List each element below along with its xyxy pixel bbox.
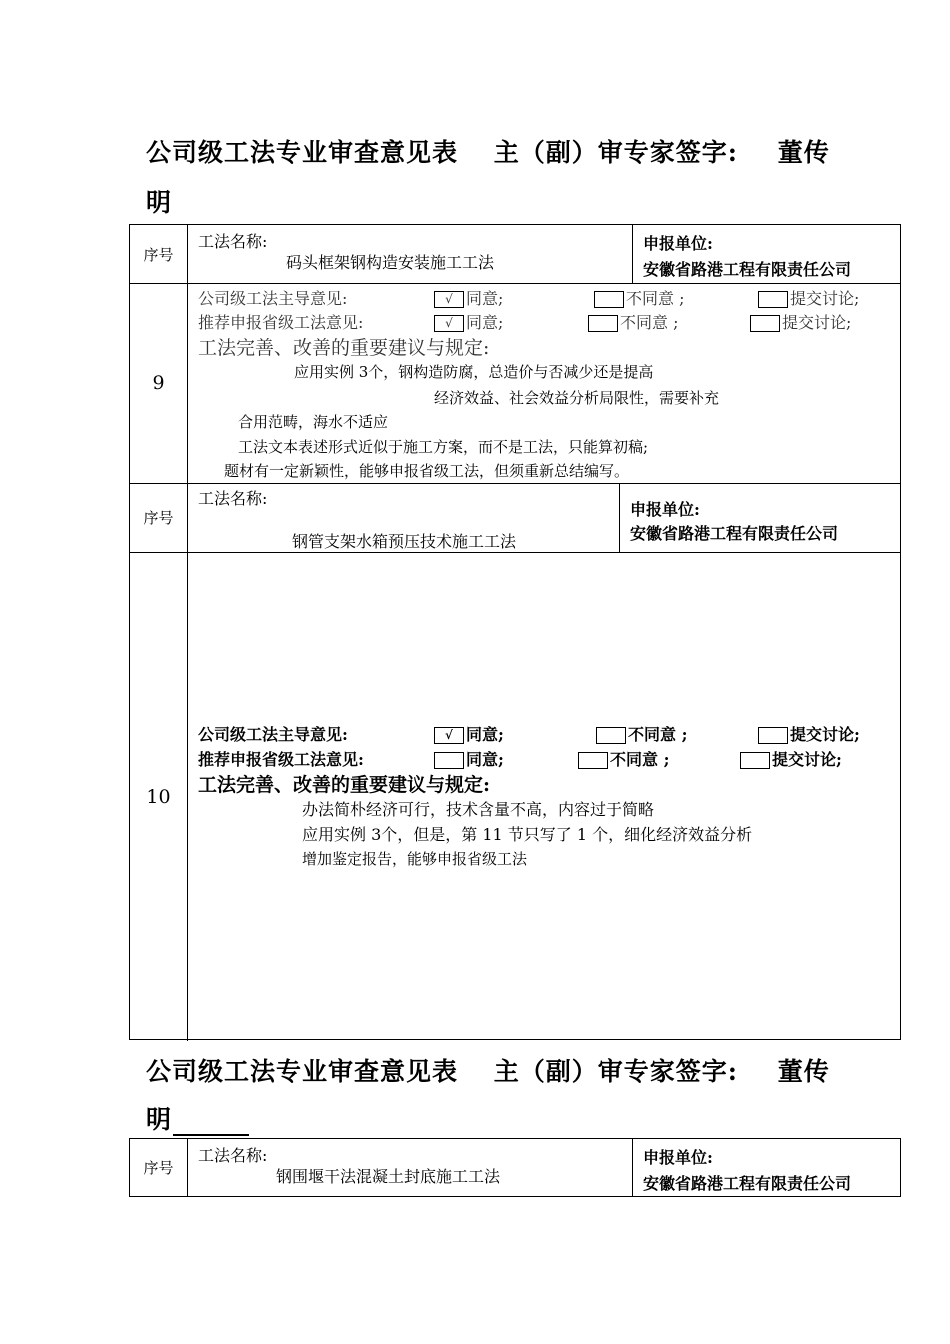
remark-line: 题材有一定新颖性，能够申报省级工法，但须重新总结编写。	[224, 462, 630, 480]
remark-line: 经济效益、社会效益分析局限性，需要补充	[434, 389, 720, 407]
method-name-label: 工法名称:	[198, 489, 268, 508]
checkbox-icon[interactable]: √	[434, 315, 464, 332]
seq-label: 序号	[130, 483, 188, 552]
method-name-label: 工法名称:	[198, 1146, 268, 1165]
checkbox-icon[interactable]	[758, 291, 788, 308]
main-opinion-label: 公司级工法主导意见:	[198, 289, 348, 308]
method-name-value: 钢管支架水箱预压技术施工工法	[292, 532, 517, 551]
remark-line: 工法文本表述形式近似于施工方案，而不是工法，只能算初稿;	[238, 438, 649, 456]
discuss-option[interactable]: 提交讨论;	[758, 286, 859, 309]
review-row-10	[130, 552, 900, 1041]
signature-name: 董传	[777, 138, 830, 167]
remark-line: 增加鉴定报告，能够申报省级工法	[302, 850, 528, 868]
suggest-label: 工法完善、改善的重要建议与规定:	[198, 774, 491, 796]
seq-number: 9	[130, 283, 188, 483]
agree-option[interactable]: √ 同意;	[434, 722, 504, 745]
unit-label: 申报单位:	[643, 1148, 713, 1167]
seq-label: 序号	[130, 1139, 188, 1196]
agree-option[interactable]: √ 同意;	[434, 286, 503, 309]
checkbox-icon[interactable]	[578, 752, 608, 769]
discuss-option[interactable]: 提交讨论;	[758, 722, 860, 745]
review-table-2	[129, 1138, 901, 1197]
table-header-row	[130, 1139, 900, 1196]
checkbox-icon[interactable]	[750, 315, 780, 332]
remark-line: 应用实例 3个，但是，第 11 节只写了 1 个，细化经济效益分析	[302, 825, 753, 844]
unit-label: 申报单位:	[630, 500, 700, 519]
unit-value: 安徽省路港工程有限责任公司	[630, 524, 839, 543]
unit-value: 安徽省路港工程有限责任公司	[643, 260, 852, 279]
unit-label: 申报单位:	[643, 234, 713, 253]
agree-option[interactable]: √ 同意;	[434, 310, 503, 333]
form-title	[146, 1052, 830, 1088]
checkbox-icon[interactable]	[434, 752, 464, 769]
signature-name-cont: 明	[146, 1100, 249, 1136]
checkbox-icon[interactable]: √	[434, 727, 464, 744]
checkbox-icon[interactable]	[758, 727, 788, 744]
recommend-label: 推荐申报省级工法意见:	[198, 750, 364, 769]
signature-name-cont: 明	[146, 188, 172, 217]
unit-value: 安徽省路港工程有限责任公司	[643, 1174, 852, 1193]
checkbox-icon[interactable]	[740, 752, 770, 769]
method-name-value: 钢围堰干法混凝土封底施工工法	[276, 1167, 501, 1186]
main-opinion-label: 公司级工法主导意见:	[198, 725, 348, 744]
table-header-row	[130, 225, 900, 284]
disagree-option[interactable]: 不同意 ;	[578, 747, 669, 770]
remark-line: 合用范畴，海水不适应	[238, 413, 389, 431]
checkbox-icon[interactable]	[588, 315, 618, 332]
signature-blank	[173, 1110, 249, 1136]
form-title-text: 公司级工法专业审查意见表	[146, 138, 459, 167]
signature-label: 主（副）审专家签字:	[493, 1057, 738, 1086]
suggest-label: 工法完善、改善的重要建议与规定:	[198, 337, 490, 359]
recommend-label: 推荐申报省级工法意见:	[198, 313, 364, 332]
form-title	[146, 133, 830, 169]
remark-line: 办法简朴经济可行，技术含量不高，内容过于简略	[302, 800, 655, 819]
disagree-option[interactable]: 不同意 ;	[594, 286, 684, 309]
table-header-row	[130, 483, 900, 553]
checkbox-icon[interactable]	[596, 727, 626, 744]
checkbox-icon[interactable]	[594, 291, 624, 308]
discuss-option[interactable]: 提交讨论;	[740, 747, 842, 770]
review-row-9	[130, 283, 900, 484]
checkbox-icon[interactable]: √	[434, 291, 464, 308]
seq-label: 序号	[130, 225, 188, 283]
signature-label: 主（副）审专家签字:	[493, 138, 738, 167]
discuss-option[interactable]: 提交讨论;	[750, 310, 851, 333]
remark-line: 应用实例 3个，钢构造防腐，总造价与否减少还是提高	[294, 363, 654, 381]
review-table-1	[129, 224, 901, 1040]
disagree-option[interactable]: 不同意 ;	[588, 310, 678, 333]
method-name-label: 工法名称:	[198, 232, 268, 251]
disagree-option[interactable]: 不同意 ;	[596, 722, 687, 745]
form-title-text: 公司级工法专业审查意见表	[146, 1057, 459, 1086]
seq-number: 10	[130, 552, 188, 1041]
method-name-value: 码头框架钢构造安装施工工法	[286, 253, 495, 272]
signature-name: 董传	[777, 1057, 830, 1086]
agree-option[interactable]: 同意;	[434, 747, 504, 770]
